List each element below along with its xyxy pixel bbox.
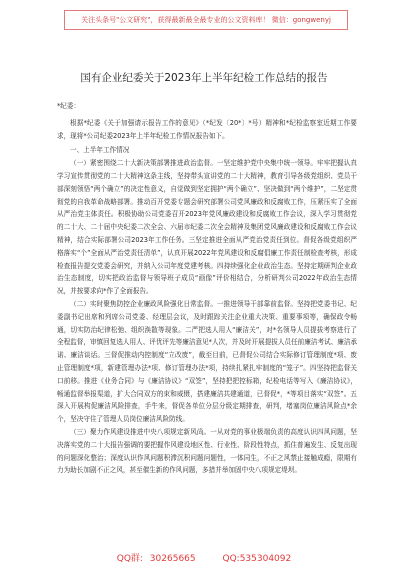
- promo-banner: 关注头条号"公文研究"，获得最新最全最专业的公文资料库！ 微信：gongwenyj: [64, 10, 348, 30]
- salutation: *纪委：: [57, 102, 81, 110]
- body-paragraph-2: （二）实时聚焦防控企业廉政风险强化日常监督。一推进领导干部靠前监督。坚持把党委书记、纪委副书记出席和列席公司党委、经理层会议，及时跟踪关注企业重大决策、重要事项等，确保政令畅通，切实防治纪律松弛、组织涣散等现象。二严把选人用人“廉洁关”，对*名领导人员提拔考察进行了全程监督，审慎回复选人用人、评优评先等廉洁意见*人次，并及时开展提拔人员任前廉洁考试、廉洁承诺、廉洁谈话。三督促推动内控制度“立改废”，截至目前，已督促公司结合实际修订管理制度*项、废止管理制度*项，新建管理办法*项、修订管理办法*项，持续扎紧扎牢制度的“笼子”。四坚持把监督关口前移。推进《业务合同》与《廉洁协议》“双签”，坚持把把控标箱，纪检电话等写入《廉洁协议》，畅通监督举报渠道，扩大合同双方的束和威慑，搭建廉洁共建通道，已督促*，*等项目落实“双签”。五深入开展构促廉洁风险排查，手牛来，督促各单位分层分级定期排查，研判，堵塞岗位廉洁风险点*余个，坚决守住了管理人员岗位廉洁风险防线。: [57, 299, 358, 424]
- document-title: 国有企业纪委关于2023年上半年纪检工作总结的报告: [80, 72, 328, 84]
- document-body: [57, 100, 357, 477]
- body-paragraph-3: （三）聚力作风建设推进中央八项规定新风尚。一从对党的事业极端负责的高度认识四风问题，坚决落实党的二十大报告强调的要把握作风建设地区性、行业性、阶段性特点，抓住普遍发生、反复出现的问题深化整治；深度认识作风问题积滞沉积问题问题性，一体同生，不正之风禁止接触成瘾，限期有力为助长加剧不正之风，甚至催生新的作风问题，多措并举加固中央八项规定堤坝。: [57, 427, 357, 475]
- section-heading: 一、上半年工作情况: [70, 146, 130, 155]
- footer-contact: [0, 551, 408, 564]
- qq-label: QQ:535304092: [222, 554, 292, 564]
- intro-paragraph: 根据*纪委《关于加强请示报告工作的意见》（*纪发〔20*〕*号）精神和*纪检监察室近期工作要求，现将*公司纪委2023年上半年纪检工作情况报告如下。: [57, 118, 357, 140]
- qq-group-label: QQ群: 30265665: [116, 554, 196, 564]
- body-paragraph-1: （一）紧密围绕二十大新决策部署推进政治监督。一坚定维护党中央集中统一领导。牢牢把握认真学习宣传贯彻党的二十大精神这条主线，坚持带头宣讲党的二十大精神，教育引导各级党组织、党员干部深刻领悟“两个确立”的决定性意义，自觉做到坚定拥护“两个确立”、坚决做到“两个维护”，二坚定贯彻党的自我革命战略部署。推动百开党委专题会研究部署公司党风廉政和反腐败工作，压紧压实了全面从严治党主体责任。积极协助公司党委召开2023年党风廉政建设和反腐败工作会议，深入学习贯彻党的二十大、二十届中央纪委二次全会、六届市纪委二次全会精神及集团党风廉政建设和反腐败工作会议精神，结合实际部署公司2023年工作任务。三坚定推进全面从严党治党责任到位。督促各级党组织严格落实“个”全面从严治党责任清单”，认真开展2022年党风建设和反腐倡廉工作责任制检查考核，形成检查报告提交党委会研究，并纳入公司年度党建考核。四持续强化企业政治生态。坚持定期研判企业政治生态制度，切实把政治监督与领导班子成员“画像”评价相结合，分析研判公司2022年政治生态情况，并按要求向*作了全面报告。: [57, 159, 357, 296]
